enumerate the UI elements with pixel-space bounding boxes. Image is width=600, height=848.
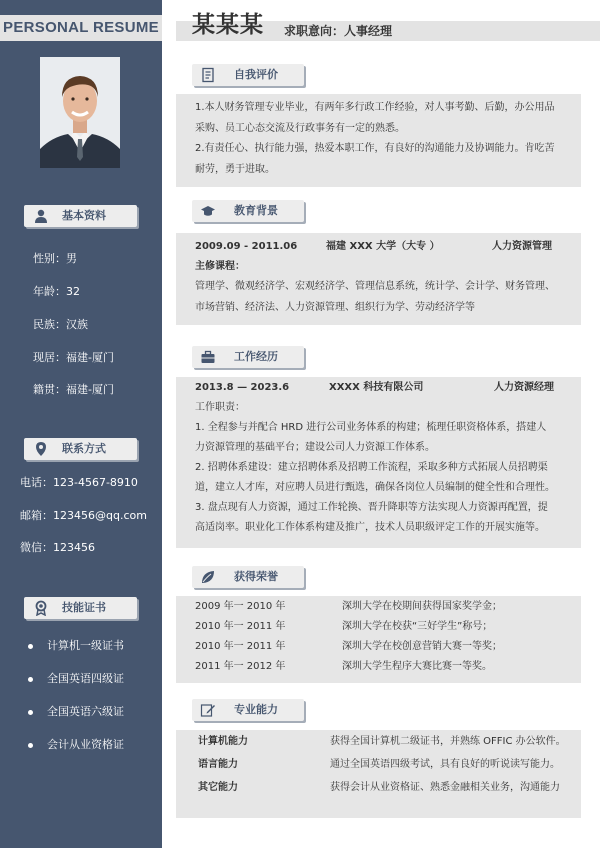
ability-desc: 获得会计从业资格证、熟悉金融相关业务，沟通能力	[330, 782, 560, 793]
basic-info-heading: 基本资料	[24, 205, 137, 227]
sidebar	[0, 0, 162, 848]
edu-period: 2009.09 - 2011.06	[195, 241, 298, 252]
job-intent: 求职意向：人事经理	[284, 24, 393, 38]
honor-year: 2010 年一 2011 年	[195, 641, 286, 652]
duty-line: 道，建立人才库，对应聘人员进行甄选，确保各岗位人员编制的健全性和合理性。	[195, 482, 555, 493]
duty-label: 工作职责：	[195, 402, 245, 413]
duty-line: 高适岗率。职业化工作体系构建及推广，技术人员职级评定工作的开展实施等。	[195, 522, 545, 533]
skill-item: 计算机一级证书	[47, 639, 124, 652]
edit-pencil-icon	[200, 702, 216, 718]
skill-item: 全国英语六级证	[47, 705, 124, 718]
bullet-icon	[28, 710, 33, 715]
honor-year: 2010 年一 2011 年	[195, 621, 286, 632]
brand-title: PERSONAL RESUME	[0, 15, 162, 41]
self-eval-panel	[176, 94, 581, 187]
award-medal-icon	[33, 600, 49, 616]
education-heading: 教育背景	[192, 200, 304, 222]
graduation-cap-icon	[200, 203, 216, 219]
ability-desc: 通过全国英语四级考试，具有良好的听说读写能力。	[330, 759, 560, 770]
work-company: XXXX 科技有限公司	[329, 382, 424, 393]
self-eval-line: 2.有责任心、执行能力强，热爱本职工作，有良好的沟通能力及协调能力。肯吃苦	[195, 143, 555, 154]
leaf-icon	[200, 569, 216, 585]
honor-desc: 深圳大学在校获“三好学生”称号；	[342, 621, 493, 632]
person-icon	[33, 208, 49, 224]
bullet-icon	[28, 677, 33, 682]
duty-line: 力资源管理的基础平台；建设公司人力资源工作体系。	[195, 442, 435, 453]
self-eval-line: 1.本人财务管理专业毕业，有两年多行政工作经验，对人事考勤、后勤，办公用品	[195, 102, 555, 113]
education-panel	[176, 233, 581, 325]
skills-heading: 技能证书	[24, 597, 137, 619]
bullet-icon	[28, 743, 33, 748]
honors-panel	[176, 596, 581, 683]
ability-label: 语言能力	[198, 759, 238, 770]
courses-label: 主修课程：	[195, 261, 245, 272]
age-text: 年龄：32	[33, 285, 80, 298]
self-eval-heading: 自我评价	[192, 64, 304, 86]
honor-year: 2011 年一 2012 年	[195, 661, 286, 672]
hometown-text: 籍贯：福建-厦门	[33, 383, 114, 396]
profile-photo	[40, 57, 120, 168]
ethnicity-text: 民族：汉族	[33, 318, 88, 331]
gender-text: 性别：男	[33, 252, 77, 265]
edu-school: 福建 XXX 大学（大专 ）	[326, 241, 440, 252]
honor-desc: 深圳大学在校创意营销大赛一等奖；	[342, 641, 502, 652]
duty-line: 3. 盘点现有人力资源，通过工作轮换、晋升降职等方法实现人力资源再配置，提	[195, 502, 548, 513]
ability-label: 计算机能力	[198, 736, 248, 747]
residence-text: 现居：福建-厦门	[33, 351, 114, 364]
courses-line: 市场营销、经济法、人力资源管理、组织行为学、劳动经济学等	[195, 302, 475, 313]
phone-text: 电话：123-4567-8910	[20, 476, 138, 489]
duty-line: 1. 全程参与并配合 HRD 进行公司业务体系的构建；梳理任职资格体系，搭建人	[195, 422, 547, 433]
honor-desc: 深圳大学在校期间获得国家奖学金；	[342, 601, 502, 612]
work-panel	[176, 377, 581, 548]
edu-major: 人力资源管理	[492, 241, 552, 252]
honors-heading: 获得荣誉	[192, 566, 304, 588]
wechat-text: 微信：123456	[20, 541, 95, 554]
bullet-icon	[28, 644, 33, 649]
briefcase-icon	[200, 349, 216, 365]
work-position: 人力资源经理	[494, 382, 554, 393]
honor-year: 2009 年一 2010 年	[195, 601, 286, 612]
ability-label: 其它能力	[198, 782, 238, 793]
skill-item: 全国英语四级证	[47, 672, 124, 685]
document-icon	[200, 67, 216, 83]
skill-item: 会计从业资格证	[47, 738, 124, 751]
abilities-heading: 专业能力	[192, 699, 304, 721]
self-eval-line: 耐劳，勇于进取。	[195, 164, 275, 175]
honor-desc: 深圳大学生程序大赛比赛一等奖。	[342, 661, 492, 672]
contact-heading: 联系方式	[24, 438, 137, 460]
location-pin-icon	[33, 441, 49, 457]
work-period: 2013.8 — 2023.6	[195, 382, 290, 393]
duty-line: 2. 招聘体系建设：建立招聘体系及招聘工作流程，采取多种方式拓展人员招聘渠	[195, 462, 548, 473]
candidate-name: 某某某	[192, 12, 264, 38]
abilities-panel	[176, 730, 581, 818]
ability-desc: 获得全国计算机二级证书，并熟练 OFFIC 办公软件。	[330, 736, 566, 747]
email-text: 邮箱：123456@qq.com	[20, 509, 147, 522]
work-heading: 工作经历	[192, 346, 304, 368]
courses-line: 管理学、微观经济学、宏观经济学、管理信息系统，统计学、会计学、财务管理、	[195, 281, 555, 292]
self-eval-line: 采购、员工心态交流及行政事务有一定的熟悉。	[195, 123, 405, 134]
